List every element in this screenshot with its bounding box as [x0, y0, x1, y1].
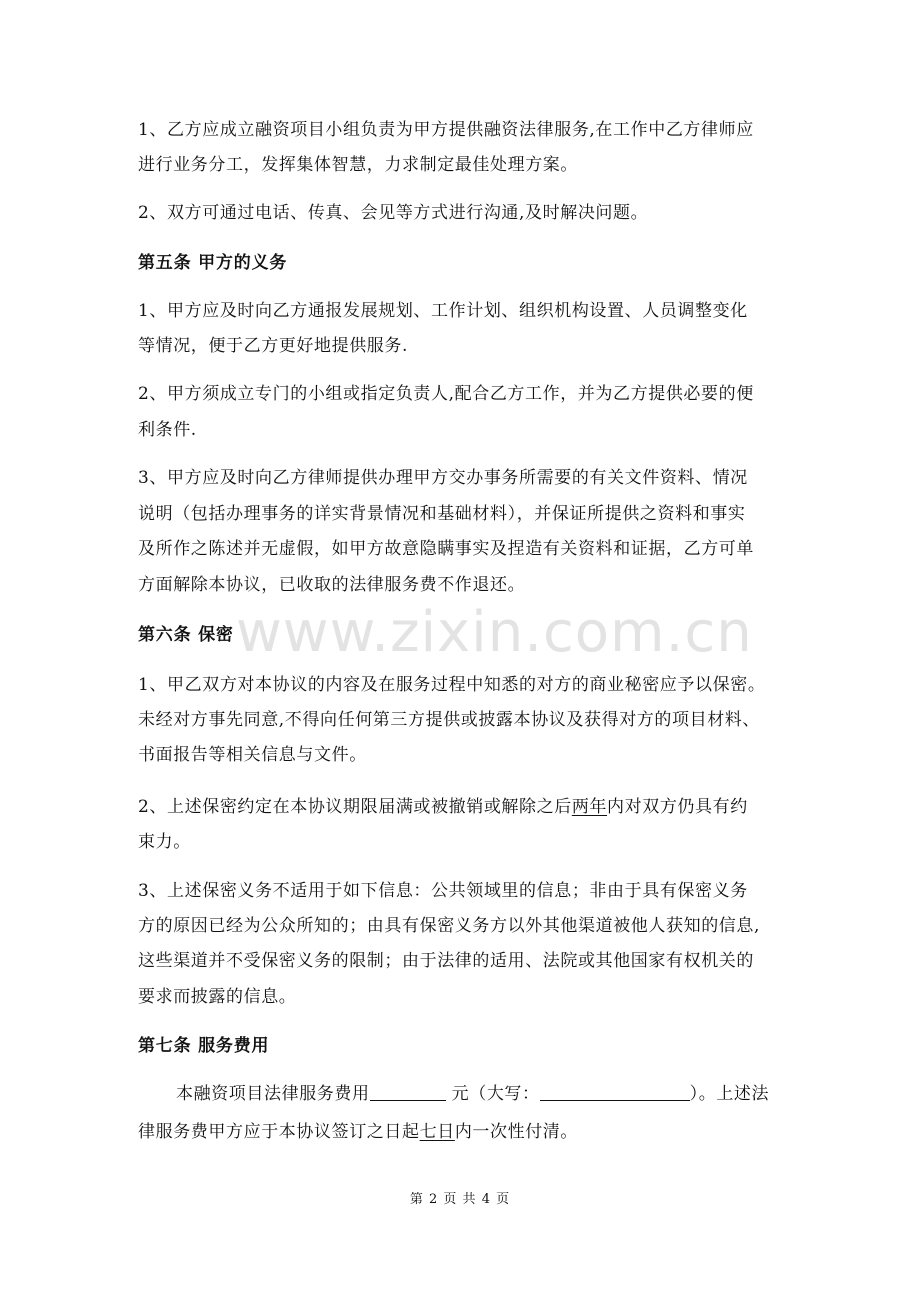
paragraph-line: 1、乙方应成立融资项目小组负责为甲方提供融资法律服务,在工作中乙方律师应 [138, 120, 754, 140]
paragraph-line: 1、甲方应及时向乙方通报发展规划、工作计划、组织机构设置、人员调整变化 [138, 301, 748, 321]
confidentiality-term: 两年 [571, 797, 608, 817]
text-segment: 2、上述保密约定在本协议期限届满或被撤销或解除之后 [138, 797, 572, 817]
article-6-heading: 第六条 保密 [138, 625, 234, 645]
paragraph-line: 2、双方可通过电话、传真、会见等方式进行沟通,及时解决问题。 [138, 203, 649, 223]
paragraph-line [138, 1120, 578, 1144]
paragraph-line: 束力。 [138, 832, 191, 852]
paragraph-line: 及所作之陈述并无虚假，如甲方故意隐瞒事实及捏造有关资料和证据，乙方可单 [138, 539, 754, 559]
text-segment: ）。上述法 [689, 1084, 770, 1104]
paragraph-line: 利条件. [138, 420, 197, 440]
paragraph-line: 3、甲方应及时向乙方律师提供办理甲方交办事务所需要的有关文件资料、情况 [138, 468, 748, 488]
paragraph-line: 书面报告等相关信息与文件。 [138, 745, 367, 765]
payment-term: 七日 [419, 1122, 455, 1142]
paragraph-line: 方面解除本协议，已收取的法律服务费不作退还。 [138, 575, 526, 595]
paragraph-line: 说明（包括办理事务的详实背景情况和基础材料），并保证所提供之资料和事实 [138, 504, 746, 524]
paragraph-line [138, 795, 748, 819]
text-segment: 内一次性付清。 [454, 1122, 579, 1142]
paragraph-line [176, 1082, 769, 1106]
paragraph-line: 要求而披露的信息。 [138, 987, 297, 1007]
text-segment: 律服务费甲方应于本协议签订之日起 [138, 1122, 420, 1142]
watermark: www.zixin.com.cn [236, 600, 753, 665]
fee-amount-blank [370, 1082, 446, 1101]
paragraph-line: 方的原因已经为公众所知的；由具有保密义务方以外其他渠道被他人获知的信息, [138, 916, 761, 936]
paragraph-line: 2、甲方须成立专门的小组或指定负责人,配合乙方工作，并为乙方提供必要的便 [138, 384, 754, 404]
page-footer: 第 2 页 共 4 页 [409, 1192, 511, 1207]
paragraph-line: 1、甲乙双方对本协议的内容及在服务过程中知悉的对方的商业秘密应予以保密。 [138, 675, 766, 695]
text-segment: 内对双方仍具有约 [607, 797, 748, 817]
text-segment: 元（大写： [445, 1084, 540, 1104]
paragraph-line: 这些渠道并不受保密义务的限制；由于法律的适用、法院或其他国家有权机关的 [138, 951, 754, 971]
article-5-heading: 第五条 甲方的义务 [138, 253, 288, 273]
text-segment: 本融资项目法律服务费用 [176, 1084, 370, 1104]
paragraph-line: 进行业务分工，发挥集体智慧，力求制定最佳处理方案。 [138, 155, 578, 175]
paragraph-line: 等情况，便于乙方更好地提供服务. [138, 336, 409, 356]
paragraph-line: 未经对方事先同意,不得向任何第三方提供或披露本协议及获得对方的项目材料、 [138, 710, 761, 730]
paragraph-line: 3、上述保密义务不适用于如下信息：公共领域里的信息；非由于具有保密义务 [138, 881, 748, 901]
article-7-heading: 第七条 服务费用 [138, 1036, 270, 1056]
fee-amount-words-blank [540, 1082, 690, 1101]
